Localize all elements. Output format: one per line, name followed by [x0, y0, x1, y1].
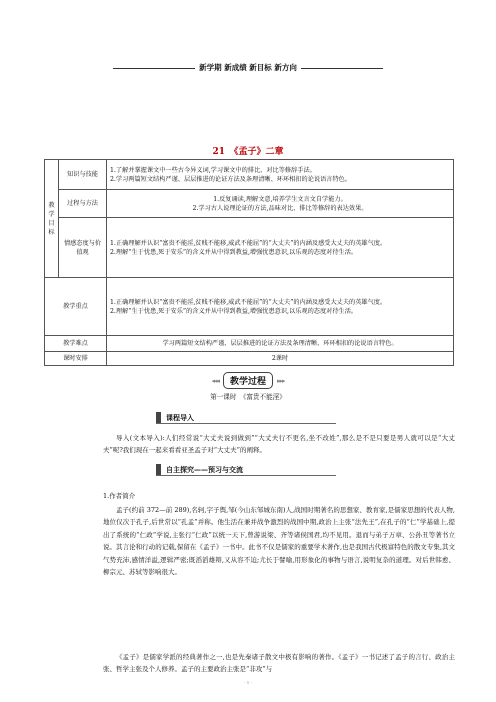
focus-cell [107, 278, 454, 336]
section-underline [156, 423, 336, 424]
knowledge-cell [107, 160, 454, 190]
section-bar-icon [156, 464, 161, 475]
intro-header-text: 课程导入 [166, 413, 194, 422]
section-bar-icon [156, 412, 161, 423]
author-paragraph-1: 孟子(约前 372—前 289),名轲,字子舆,邹(今山东邹城东南)人,战国时期著名的思想家、教育家,是儒家思想的代表人物,地位仅次于孔子,后世常以“孔孟”并称。他生活在兼并战争激烈的战国中期,政治上主张“法先王”,在孔子的“仁”学基础上,提出了系统的“仁政”学说,主张行“仁政”以统一天下,曾游说梁、齐等诸侯国君,均不见用。退而与弟子万章、公孙丑等著书立说。其言论和行动的记载,保留在《孟子》一书中。此书不仅是儒家的重要学术著作,也是我国古代极富特色的散文专集,其文气势充沛,感情洋溢,逻辑严密;既滔滔雄辩,又从容不迫;尤长于譬喻,用形象化的事物与语言,说明复杂的道理。对后世韩愈、柳宗元、苏轼等影响很大。 [103, 506, 455, 577]
emotion-item-1: 1.正确理解并认识“富贵不能淫,贫贱不能移,威武不能屈”的“大丈夫”的内涵及感受大丈夫的英雄气度。 [110, 239, 387, 247]
header-rule-right [301, 68, 383, 69]
intro-paragraph: 导入(文本导入):人们经常说“大丈夫说到做到”“大丈夫行不更名,坐不改姓”,那么是不是只要是男人就可以是“大丈夫”呢?我们现在一起来看看亚圣孟子对“大丈夫”的阐释。 [103, 434, 455, 455]
explore-section-header [156, 464, 336, 475]
lesson-title: 21 《孟子》二章 [212, 147, 284, 157]
teaching-plan-table [44, 159, 454, 366]
section-underline [156, 475, 336, 476]
process-item-1: 1.反复诵读,理解文意,培养学生文言文自学能力。 [213, 195, 347, 203]
focus-label: 教学重点 [45, 278, 107, 336]
knowledge-label: 知识与技能 [59, 160, 107, 190]
lesson-subtitle: 第一课时 《富贵不能淫》 [210, 393, 286, 401]
arrows-right-icon: ▸▸▸ [277, 376, 285, 385]
arrows-left-icon: ◂◂◂ [211, 376, 219, 385]
emotion-item-2: 2.理解“生于忧患,死于安乐”的含义并从中得到教益,增强忧患意识,以乐观的态度对待生活。 [110, 248, 358, 256]
page-number: - 1 - [244, 680, 252, 685]
intro-section-header [156, 412, 336, 423]
process-label: 过程与方法 [59, 190, 107, 218]
emotion-cell [107, 218, 454, 278]
knowledge-item-2: 2.学习两篇短文结构严谨、层层推进的论证方法及条理清晰、环环相扣的论说语言特色。 [110, 175, 352, 183]
process-heading [0, 370, 496, 389]
knowledge-item-1: 1.了解并掌握课文中一些古今异义词,学习课文中的排比、对比等修辞手法。 [110, 166, 316, 174]
process-item-2: 2.学习古人说理论证的方法,品味对比、排比等修辞的表达效果。 [192, 204, 368, 212]
emotion-label: 情感态度与价值观 [59, 218, 107, 278]
header-rule-left [113, 68, 195, 69]
focus-item-2: 2.理解“生于忧患,死于安乐”的含义并从中得到教益,增强忧患意识,以乐观的态度对待生活。 [110, 307, 358, 315]
focus-item-1: 1.正确理解并认识“富贵不能淫,贫贱不能移,威武不能屈”的“大丈夫”的内涵及感受大丈夫的英雄气度。 [110, 298, 387, 306]
difficulty-label: 教学难点 [45, 336, 107, 352]
explore-header-text: 自主探究——预习与交流 [166, 465, 243, 474]
page-header [0, 62, 496, 73]
difficulty-cell: 学习两篇短文结构严谨、层层推进的论证方法及条理清晰、环环相扣的论说语言特色。 [107, 336, 454, 352]
header-slogan: 新学期 新成绩 新目标 新方向 [199, 63, 297, 72]
goals-label: 教学目标 [45, 160, 59, 278]
process-cell [107, 190, 454, 218]
process-heading-box: 教学过程 [223, 372, 273, 389]
author-paragraph-2: 《孟子》是儒家学派的经典著作之一,也是先秦诸子散文中极有影响的著作。《孟子》一书记述了孟子的言行、政治主张、哲学主张及个人修养。孟子的主要政治主张是“非攻”与 [103, 653, 455, 674]
schedule-cell: 2课时 [107, 352, 454, 366]
author-heading: 1.作者简介 [103, 492, 136, 500]
schedule-label: 课时安排 [45, 352, 107, 366]
